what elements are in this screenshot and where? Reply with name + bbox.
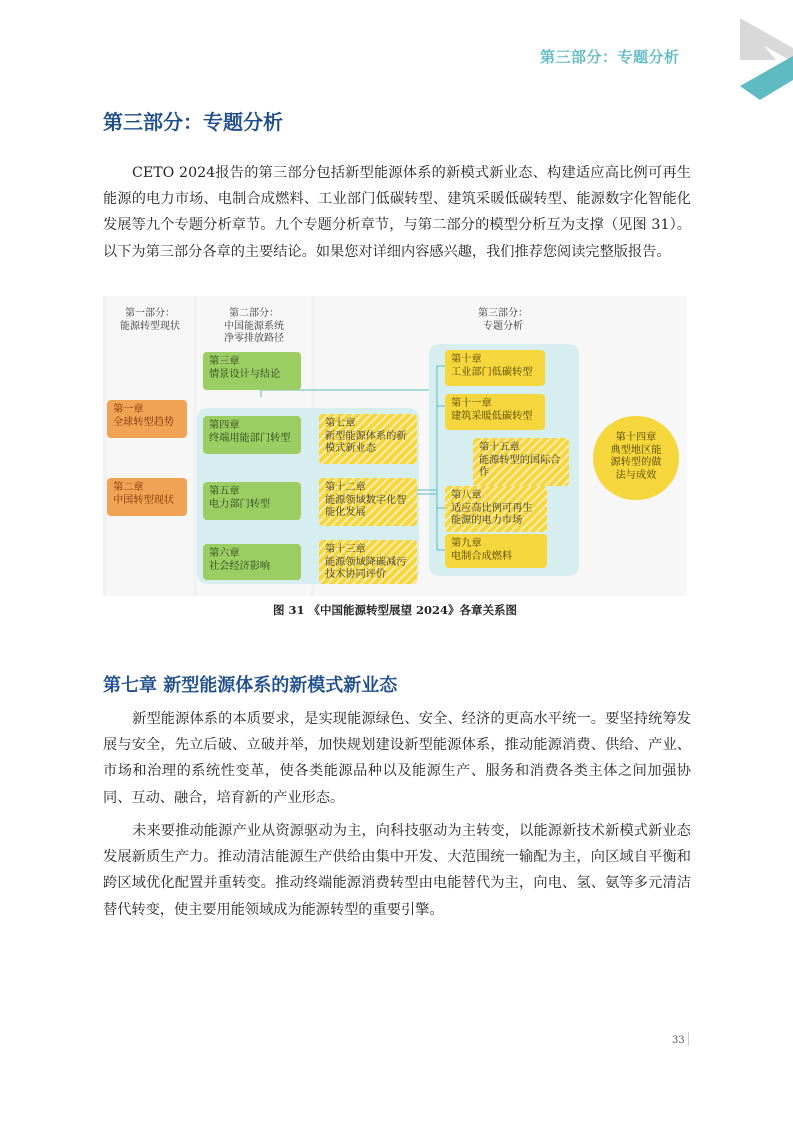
chapter-12-box: 第十二章 能源领域数字化智 能化发展 — [319, 478, 417, 526]
chapter-6-box: 第六章 社会经济影响 — [203, 544, 301, 580]
corner-decoration — [736, 0, 793, 105]
chapter-11-box: 第十一章 建筑采暖低碳转型 — [445, 394, 545, 430]
chapter-1-box: 第一章 全球转型趋势 — [107, 400, 187, 438]
part1-label: 第一部分： 能源转型现状 — [120, 308, 180, 332]
page-number-divider — [688, 1032, 689, 1046]
page-title: 第三部分：专题分析 — [103, 110, 283, 134]
chapter-relation-diagram — [103, 296, 687, 596]
chapter-3-box: 第三章 情景设计与结论 — [203, 352, 301, 390]
chapter-7-heading: 第七章 新型能源体系的新模式新业态 — [103, 675, 398, 696]
chapter-15-box: 第十五章 能源转型的国际合 作 — [473, 438, 569, 486]
chapter-5-box: 第五章 电力部门转型 — [203, 482, 301, 520]
figure-caption: 图 31 《中国能源转型展望 2024》各章关系图 — [272, 603, 518, 617]
intro-text: CETO 2024报告的第三部分包括新型能源体系的新模式新业态、构建适应高比例可再生能源的电力市场、电制合成燃料、工业部门低碳转型、建筑采暖低碳转型、能源数字化智能化发展等九个专题分析章节。九个专题分析章节，与第二部分的模型分析互为支撑（见图 31）。以下为第三部分各章的主要结论。如果您对详细内容感兴趣，我们推荐您阅读完整版报告。 — [103, 165, 691, 260]
chapter-7-p1-text: 新型能源体系的本质要求，是实现能源绿色、安全、经济的更高水平统一。要坚持统筹发展与安全，先立后破、立破并举，加快规划建设新型能源体系，推动能源消费、供给、产业、市场和治理的系统性变革，使各类能源品种以及能源生产、服务和消费各类主体之间加强协同、互动、融合，培育新的产业形态。 — [103, 711, 691, 806]
intro-paragraph — [103, 160, 691, 265]
chapter-14-label: 第十四章 典型地区能 源转型的做 法与成效 — [610, 432, 662, 481]
chapter-7-p2-text: 未来要推动能源产业从资源驱动为主，向科技驱动为主转变，以能源新技术新模式新业态发展新质生产力。推动清洁能源生产供给由集中开发、大范围统一输配为主，向区域自平衡和跨区域优化配置并重转变。推动终端能源消费转型由电能替代为主，向电、氢、氨等多元清洁替代转变，使主要用能领域成为能源转型的重要引擎。 — [103, 823, 691, 918]
chapter-9-box: 第九章 电制合成燃料 — [445, 534, 547, 568]
chapter-7-paragraph-1 — [103, 706, 691, 811]
chapter-4-box: 第四章 终端用能部门转型 — [203, 416, 301, 454]
chapter-13-box: 第十三章 能源领域降碳减污 技术协同评价 — [319, 540, 417, 584]
chapter-7-box: 第七章 新型能源体系的新 模式新业态 — [319, 414, 417, 464]
chapter-8-box: 第八章 适应高比例可再生 能源的电力市场 — [445, 486, 547, 532]
chapter-7-paragraph-2 — [103, 818, 691, 923]
part2-label: 第二部分： 中国能源系统 净零排放路径 — [224, 308, 284, 344]
part3-label: 第三部分： 专题分析 — [478, 308, 528, 332]
chapter-2-box: 第二章 中国转型现状 — [107, 478, 187, 516]
running-header: 第三部分：专题分析 — [540, 48, 680, 66]
page-number: 33 — [672, 1035, 685, 1046]
chapter-10-box: 第十章 工业部门低碳转型 — [445, 350, 545, 386]
